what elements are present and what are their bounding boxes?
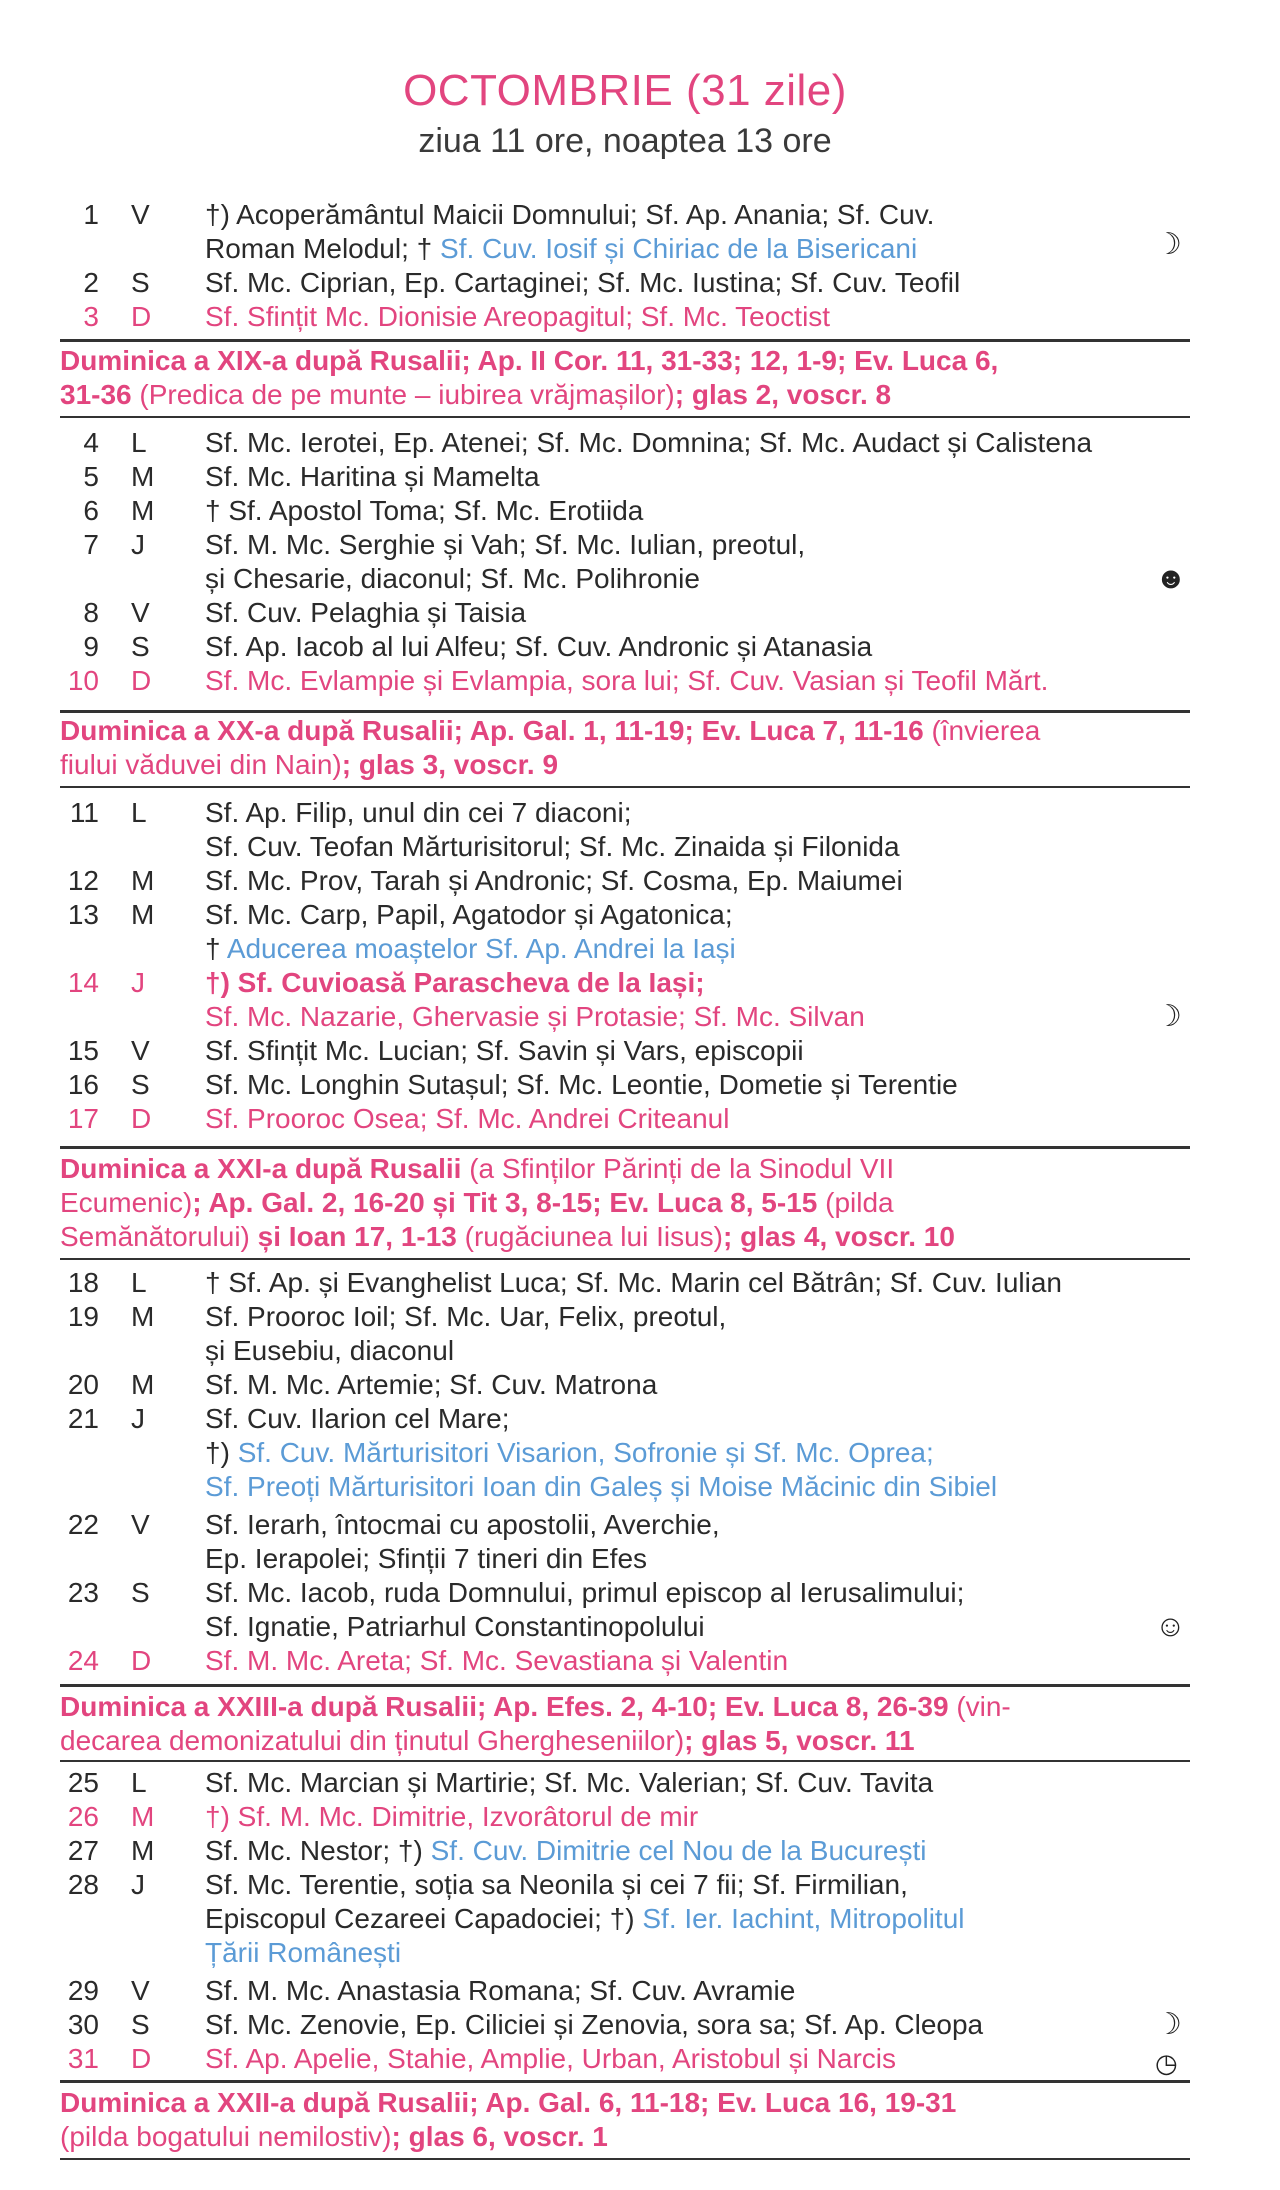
- weekday: D: [131, 301, 152, 332]
- day-saints: Sf. Ierarh, întocmai cu apostolii, Averchie, Ep. Ierapolei; Sfinții 7 tineri din Efes: [205, 1509, 720, 1574]
- weekday: M: [131, 1801, 155, 1832]
- day-number: 1: [83, 199, 99, 230]
- clock-icon: ◷: [1155, 2048, 1178, 2078]
- day-saints: Sf. Prooroc Osea; Sf. Mc. Andrei Criteanul: [205, 1103, 730, 1134]
- crescent-moon-icon: ☽: [1155, 2008, 1182, 2041]
- weekday: M: [131, 461, 155, 492]
- section-divider: [60, 1258, 1190, 1260]
- weekday: L: [131, 1767, 147, 1798]
- weekday: M: [131, 495, 155, 526]
- weekday: J: [131, 529, 145, 560]
- day-number: 14: [67, 967, 99, 998]
- section-divider: [60, 2080, 1190, 2083]
- weekday: M: [131, 899, 155, 930]
- weekday: V: [131, 597, 150, 628]
- weekday: M: [131, 1301, 155, 1332]
- weekday: L: [131, 797, 147, 828]
- weekday: J: [131, 1869, 145, 1900]
- day-number: 8: [83, 597, 99, 628]
- day-number: 17: [67, 1103, 99, 1134]
- weekday: J: [131, 1403, 145, 1434]
- weekday: J: [131, 967, 145, 998]
- day-number: 10: [67, 665, 99, 696]
- day-number: 4: [83, 427, 99, 458]
- day-number: 28: [67, 1869, 99, 1900]
- day-number: 5: [83, 461, 99, 492]
- day-saints: Sf. M. Mc. Areta; Sf. Mc. Sevastiana și Valentin: [205, 1645, 789, 1676]
- weekday: V: [131, 1975, 150, 2006]
- weekday: M: [131, 865, 155, 896]
- weekday: V: [131, 199, 150, 230]
- day-saints: Sf. M. Mc. Artemie; Sf. Cuv. Matrona: [205, 1369, 658, 1400]
- day-number: 16: [67, 1069, 99, 1100]
- day-number: 23: [67, 1577, 99, 1608]
- day-saints: Sf. Mc. Zenovie, Ep. Ciliciei și Zenovia, sora sa; Sf. Ap. Cleopa: [205, 2009, 984, 2040]
- full-moon-face-icon: ☻: [1155, 562, 1187, 595]
- day-number: 21: [67, 1403, 99, 1434]
- day-saints: Sf. M. Mc. Serghie și Vah; Sf. Mc. Iulian, preotul, și Chesarie, diaconul; Sf. Mc. Polihronie: [205, 529, 806, 594]
- day-saints: Sf. Mc. Ciprian, Ep. Cartaginei; Sf. Mc. Iustina; Sf. Cuv. Teofil: [205, 267, 961, 298]
- month-title: OCTOMBRIE (31 zile): [403, 66, 847, 115]
- weekday: D: [131, 665, 152, 696]
- sunday-readings: Duminica a XXIII-a după Rusalii; Ap. Efes. 2, 4-10; Ev. Luca 8, 26-39 (vin- decarea demonizatului din ținutul Ghergheseniilor); glas 5, voscr. 11: [60, 1691, 1011, 1756]
- day-saints: Sf. Mc. Marcian și Martirie; Sf. Mc. Valerian; Sf. Cuv. Tavita: [205, 1767, 934, 1798]
- section-divider: [60, 339, 1190, 342]
- day-saints: †) Acoperământul Maicii Domnului; Sf. Ap. Anania; Sf. Cuv. Roman Melodul; † Sf. Cuv. Iosif și Chiriac de la Bisericani: [205, 199, 935, 264]
- day-number: 3: [83, 301, 99, 332]
- weekday: M: [131, 1835, 155, 1866]
- day-saints: Sf. Cuv. Pelaghia și Taisia: [205, 597, 527, 628]
- day-number: 27: [67, 1835, 99, 1866]
- day-saints: † Sf. Apostol Toma; Sf. Mc. Erotiida: [205, 495, 644, 526]
- day-saints: Sf. Cuv. Ilarion cel Mare; †) Sf. Cuv. Mărturisitori Visarion, Sofronie și Sf. Mc. Oprea; Sf. Preoți Mărturisitori Ioan din Galeș și Moise Măcinic din Sibiel: [205, 1403, 998, 1502]
- day-length: ziua 11 ore, noaptea 13 ore: [418, 122, 832, 160]
- day-saints: Sf. Mc. Longhin Sutașul; Sf. Mc. Leontie, Dometie și Terentie: [205, 1069, 958, 1100]
- day-number: 12: [67, 865, 99, 896]
- weekday: D: [131, 1645, 152, 1676]
- section-divider: [60, 1146, 1190, 1149]
- day-number: 24: [67, 1645, 99, 1676]
- crescent-moon-icon: ☽: [1155, 1000, 1182, 1033]
- day-saints: Sf. Mc. Terentie, soția sa Neonila și cei 7 fii; Sf. Firmilian, Episcopul Cezareei Capadociei; †) Sf. Ier. Iachint, Mitropolitul Țării Românești: [205, 1869, 965, 1968]
- smiley-face-icon: ☺: [1155, 1610, 1186, 1643]
- weekday: L: [131, 1267, 147, 1298]
- day-number: 13: [67, 899, 99, 930]
- day-saints: Sf. Ap. Filip, unul din cei 7 diaconi; Sf. Cuv. Teofan Mărturisitorul; Sf. Mc. Zinaida și Filonida: [205, 797, 900, 862]
- day-saints: Sf. Mc. Ierotei, Ep. Atenei; Sf. Mc. Domnina; Sf. Mc. Audact și Calistena: [205, 427, 1093, 458]
- sunday-readings: Duminica a XXII-a după Rusalii; Ap. Gal. 6, 11-18; Ev. Luca 16, 19-31 (pilda bogatului nemilostiv); glas 6, voscr. 1: [60, 2087, 957, 2152]
- day-number: 9: [83, 631, 99, 662]
- day-saints: Sf. Ap. Iacob al lui Alfeu; Sf. Cuv. Andronic și Atanasia: [205, 631, 873, 662]
- weekday: M: [131, 1369, 155, 1400]
- section-divider: [60, 2158, 1190, 2160]
- day-number: 11: [69, 797, 99, 828]
- section-divider: [60, 710, 1190, 713]
- crescent-moon-icon: ☽: [1155, 228, 1182, 261]
- section-divider: [60, 1684, 1190, 1687]
- weekday: D: [131, 2043, 152, 2074]
- weekday: S: [131, 1069, 150, 1100]
- day-saints: Sf. Mc. Carp, Papil, Agatodor și Agatonica; † Aducerea moaștelor Sf. Ap. Andrei la Iași: [205, 899, 736, 964]
- weekday: V: [131, 1035, 150, 1066]
- day-saints: †) Sf. Cuvioasă Parascheva de la Iași; Sf. Mc. Nazarie, Ghervasie și Protasie; Sf. Mc. Silvan: [205, 967, 865, 1032]
- day-number: 29: [67, 1975, 99, 2006]
- day-number: 2: [83, 267, 99, 298]
- weekday: S: [131, 631, 150, 662]
- weekday: S: [131, 2009, 150, 2040]
- day-saints: † Sf. Ap. și Evanghelist Luca; Sf. Mc. Marin cel Bătrân; Sf. Cuv. Iulian: [205, 1267, 1062, 1298]
- weekday: S: [131, 267, 150, 298]
- section-divider: [60, 416, 1190, 418]
- day-number: 26: [67, 1801, 99, 1832]
- day-saints: Sf. Mc. Nestor; †) Sf. Cuv. Dimitrie cel Nou de la București: [205, 1835, 927, 1866]
- day-number: 25: [67, 1767, 99, 1798]
- day-saints: Sf. Sfințit Mc. Dionisie Areopagitul; Sf. Mc. Teoctist: [205, 301, 831, 332]
- day-number: 6: [83, 495, 99, 526]
- day-number: 18: [67, 1267, 99, 1298]
- day-saints: Sf. Sfințit Mc. Lucian; Sf. Savin și Vars, episcopii: [205, 1035, 804, 1066]
- day-saints: Sf. Mc. Prov, Tarah și Andronic; Sf. Cosma, Ep. Maiumei: [205, 865, 903, 896]
- day-saints: Sf. Mc. Evlampie și Evlampia, sora lui; Sf. Cuv. Vasian și Teofil Mărt.: [205, 665, 1049, 696]
- day-number: 20: [67, 1369, 99, 1400]
- section-divider: [60, 786, 1190, 788]
- day-saints: Sf. Mc. Iacob, ruda Domnului, primul episcop al Ierusalimului; Sf. Ignatie, Patriarhul Constantinopolului: [205, 1577, 965, 1642]
- sunday-readings: Duminica a XIX-a după Rusalii; Ap. II Cor. 11, 31-33; 12, 1-9; Ev. Luca 6, 31-36 (Predica de pe munte – iubirea vrăjmașilor); glas 2, voscr. 8: [60, 345, 999, 410]
- day-saints: Sf. M. Mc. Anastasia Romana; Sf. Cuv. Avramie: [205, 1975, 796, 2006]
- section-divider: [60, 1760, 1190, 1762]
- weekday: S: [131, 1577, 150, 1608]
- day-number: 15: [67, 1035, 99, 1066]
- day-saints: Sf. Ap. Apelie, Stahie, Amplie, Urban, Aristobul și Narcis: [205, 2043, 897, 2074]
- weekday: L: [131, 427, 147, 458]
- weekday: V: [131, 1509, 150, 1540]
- day-saints: †) Sf. M. Mc. Dimitrie, Izvorâtorul de mir: [205, 1801, 699, 1832]
- day-number: 19: [67, 1301, 99, 1332]
- day-number: 31: [67, 2043, 99, 2074]
- sunday-readings: Duminica a XX-a după Rusalii; Ap. Gal. 1, 11-19; Ev. Luca 7, 11-16 (învierea fiului văduvei din Nain); glas 3, voscr. 9: [60, 715, 1041, 780]
- day-number: 30: [67, 2009, 99, 2040]
- sunday-readings: Duminica a XXI-a după Rusalii (a Sfinților Părinți de la Sinodul VII Ecumenic); Ap. Gal. 2, 16-20 și Tit 3, 8-15; Ev. Luca 8, 5-15 (pilda Semănătorului) și Ioan 17, 1-13 (rugăciunea lui Iisus); glas 4, voscr. 10: [60, 1153, 955, 1252]
- weekday: D: [131, 1103, 152, 1134]
- day-number: 22: [67, 1509, 99, 1540]
- day-saints: Sf. Mc. Haritina și Mamelta: [205, 461, 540, 492]
- day-saints: Sf. Prooroc Ioil; Sf. Mc. Uar, Felix, preotul, și Eusebiu, diaconul: [205, 1301, 727, 1366]
- day-number: 7: [83, 529, 99, 560]
